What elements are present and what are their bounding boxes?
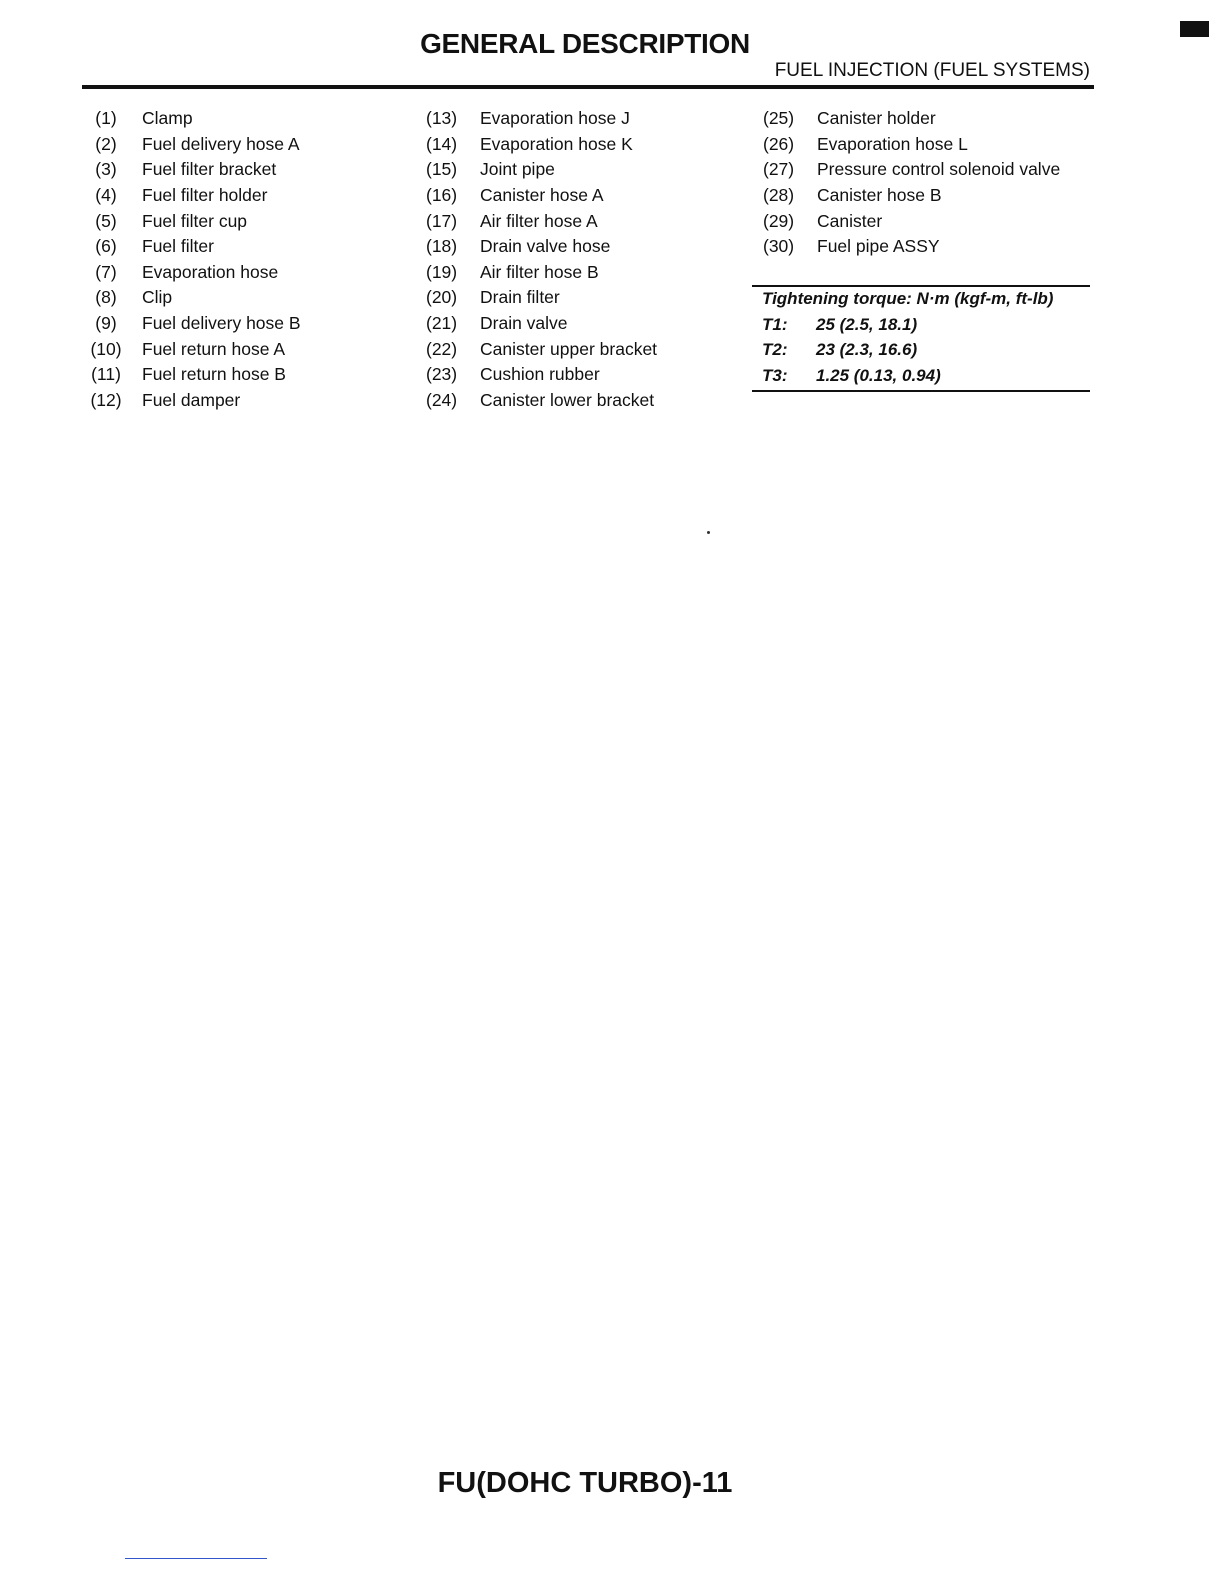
item-name: Evaporation hose J (480, 108, 630, 129)
list-item (424, 362, 657, 388)
item-number: (21) (426, 313, 458, 334)
list-item (88, 285, 301, 311)
list-item (88, 183, 301, 209)
corner-tab-mark (1180, 21, 1209, 37)
item-name: Pressure control solenoid valve (817, 159, 1061, 180)
list-item (424, 311, 657, 337)
item-name: Air filter hose B (480, 261, 599, 282)
list-item (424, 157, 657, 183)
list-item (88, 311, 301, 337)
item-number: (14) (426, 133, 458, 154)
list-item (88, 157, 301, 183)
page-title: GENERAL DESCRIPTION (420, 28, 750, 59)
item-name: Canister hose A (480, 185, 604, 206)
item-number: (15) (426, 159, 458, 180)
list-item (761, 234, 1060, 260)
header-rule (82, 85, 1094, 89)
item-name: Fuel return hose B (142, 364, 286, 385)
item-number: (18) (426, 236, 458, 257)
list-item (761, 157, 1060, 183)
torque-value: 23 (2.3, 16.6) (816, 340, 918, 360)
item-name: Fuel filter cup (142, 210, 248, 231)
item-number: (9) (95, 313, 117, 334)
item-number: (20) (426, 287, 458, 308)
list-item (88, 208, 301, 234)
torque-table (752, 285, 1090, 392)
list-item (424, 106, 657, 132)
torque-label: T1: (762, 314, 788, 334)
item-number: (22) (426, 338, 458, 359)
torque-value: 25 (2.5, 18.1) (816, 314, 918, 334)
torque-row (752, 338, 1090, 364)
section-title: FUEL INJECTION (FUEL SYSTEMS) (774, 60, 1090, 81)
list-item (761, 208, 1060, 234)
scan-speck (707, 531, 710, 534)
item-number: (12) (90, 389, 122, 410)
item-name: Fuel filter holder (142, 185, 268, 206)
item-name: Cushion rubber (480, 364, 600, 385)
item-number: (30) (763, 236, 795, 257)
item-number: (23) (426, 364, 458, 385)
parts-list-column-3 (761, 106, 1060, 260)
list-item (88, 132, 301, 158)
list-item (424, 336, 657, 362)
item-name: Clamp (142, 108, 193, 129)
list-item (424, 388, 657, 414)
item-name: Joint pipe (480, 159, 555, 180)
item-number: (13) (426, 108, 458, 129)
list-item (88, 260, 301, 286)
list-item (88, 234, 301, 260)
list-item (424, 183, 657, 209)
list-item (88, 362, 301, 388)
item-number: (24) (426, 389, 458, 410)
item-name: Canister holder (817, 108, 936, 129)
item-name: Fuel return hose A (142, 338, 285, 359)
item-name: Fuel damper (142, 389, 241, 410)
item-number: (3) (95, 159, 117, 180)
torque-table-heading: Tightening torque: N·m (kgf-m, ft-lb) (762, 289, 1054, 308)
item-name: Fuel delivery hose A (142, 133, 300, 154)
item-number: (27) (763, 159, 795, 180)
parts-list-column-1 (88, 106, 301, 413)
torque-row (752, 312, 1090, 338)
item-name: Fuel filter (142, 236, 214, 257)
item-name: Drain valve hose (480, 236, 611, 257)
item-name: Fuel delivery hose B (142, 313, 301, 334)
item-number: (26) (763, 133, 795, 154)
item-name: Air filter hose A (480, 210, 598, 231)
list-item (761, 106, 1060, 132)
item-name: Fuel pipe ASSY (817, 236, 940, 257)
torque-table-bottom-rule (752, 390, 1090, 392)
torque-label: T2: (762, 340, 788, 360)
item-name: Evaporation hose (142, 261, 279, 282)
item-name: Evaporation hose L (817, 133, 968, 154)
item-number: (1) (95, 108, 117, 129)
item-number: (5) (95, 210, 117, 231)
list-item (424, 132, 657, 158)
item-number: (6) (95, 236, 117, 257)
item-number: (16) (426, 185, 458, 206)
list-item (88, 336, 301, 362)
torque-label: T3: (762, 365, 788, 385)
torque-row (752, 363, 1090, 389)
item-number: (29) (763, 210, 795, 231)
list-item (88, 106, 301, 132)
list-item (424, 260, 657, 286)
parts-list-column-2 (424, 106, 657, 413)
item-number: (2) (95, 133, 117, 154)
item-name: Drain filter (480, 287, 560, 308)
item-number: (28) (763, 185, 795, 206)
item-name: Canister lower bracket (480, 389, 655, 410)
item-name: Clip (142, 287, 173, 308)
page-number-label: FU(DOHC TURBO)-11 (437, 1467, 733, 1499)
item-name: Evaporation hose K (480, 133, 633, 154)
item-number: (10) (90, 338, 122, 359)
item-name: Canister hose B (817, 185, 942, 206)
list-item (761, 132, 1060, 158)
list-item (88, 388, 301, 414)
item-name: Drain valve (480, 313, 568, 334)
item-number: (25) (763, 108, 795, 129)
item-number: (4) (95, 185, 117, 206)
item-number: (17) (426, 210, 458, 231)
item-number: (19) (426, 261, 458, 282)
item-name: Canister (817, 210, 883, 231)
item-number: (11) (91, 364, 121, 385)
item-name: Fuel filter bracket (142, 159, 277, 180)
list-item (424, 285, 657, 311)
item-number: (7) (95, 261, 117, 282)
bottom-edge-line (125, 1558, 267, 1559)
torque-value: 1.25 (0.13, 0.94) (816, 365, 941, 385)
list-item (424, 234, 657, 260)
list-item (761, 183, 1060, 209)
item-name: Canister upper bracket (480, 338, 658, 359)
list-item (424, 208, 657, 234)
item-number: (8) (95, 287, 117, 308)
